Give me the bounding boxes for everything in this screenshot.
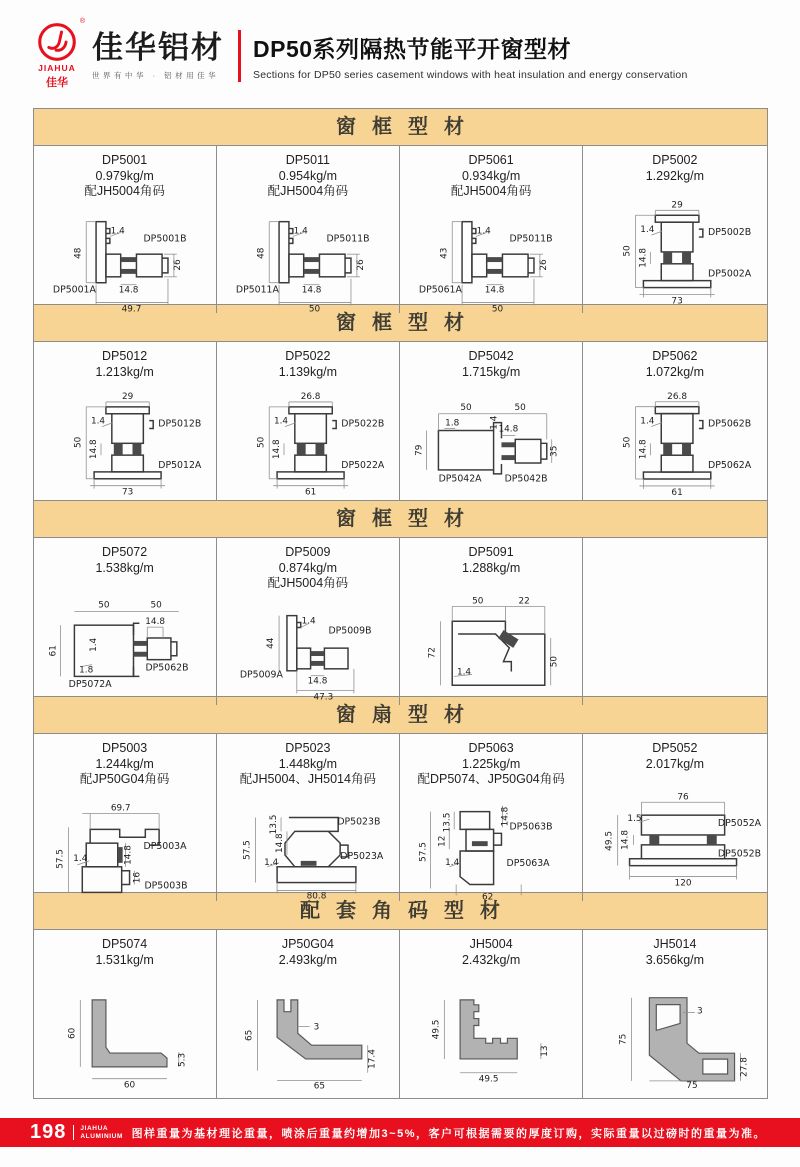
profile-drawing [401, 380, 581, 499]
svg-text:DP5002A: DP5002A [708, 268, 752, 280]
svg-text:57.5: 57.5 [418, 842, 429, 862]
svg-text:DP5001A: DP5001A [52, 284, 96, 296]
svg-text:57.5: 57.5 [55, 848, 66, 869]
svg-text:69.7: 69.7 [110, 803, 131, 814]
svg-text:DP5052A: DP5052A [718, 818, 762, 830]
svg-text:50: 50 [549, 656, 560, 668]
svg-text:DP5022A: DP5022A [341, 460, 385, 472]
profile-section-1 [34, 109, 767, 313]
svg-text:DP5011B: DP5011B [326, 233, 370, 245]
profile-cell-dp5091 [400, 538, 583, 705]
profile-code: DP5022 [285, 349, 331, 363]
svg-text:50: 50 [460, 403, 472, 414]
profile-cell-dp5002 [583, 146, 766, 313]
svg-text:DP5062B: DP5062B [708, 418, 752, 430]
svg-text:47.3: 47.3 [313, 692, 334, 703]
profile-drawing [35, 200, 215, 312]
svg-text:35: 35 [549, 445, 560, 458]
profile-drawing [218, 592, 398, 704]
svg-text:75: 75 [686, 1081, 698, 1092]
svg-text:50: 50 [622, 245, 633, 257]
profile-cell-dp5001 [34, 146, 217, 313]
svg-text:26.8: 26.8 [667, 392, 688, 403]
svg-text:DP5009A: DP5009A [239, 669, 283, 681]
svg-text:14.8: 14.8 [274, 833, 285, 853]
svg-text:DP5052B: DP5052B [718, 849, 762, 861]
svg-text:48: 48 [72, 247, 83, 259]
svg-text:50: 50 [472, 596, 484, 607]
profile-code: DP5061 [468, 153, 514, 167]
profile-code: JH5014 [653, 937, 697, 951]
svg-text:22: 22 [518, 596, 530, 607]
logo-name-cn: 佳华 [46, 77, 68, 89]
profile-code: DP5062 [652, 349, 698, 363]
brand-logo [28, 18, 86, 90]
svg-text:DP5062A: DP5062A [708, 460, 752, 472]
footer-brand-line2: ALUMINIUM [80, 1132, 123, 1140]
svg-text:120: 120 [674, 878, 692, 889]
jiahua-logo-icon [37, 18, 85, 62]
svg-text:DP5003A: DP5003A [143, 840, 187, 852]
svg-text:1.5: 1.5 [627, 814, 642, 825]
profile-weight: 3.656kg/m [645, 952, 705, 967]
profile-table [33, 108, 768, 1099]
profile-code: DP5012 [102, 349, 148, 363]
profile-section-5 [34, 892, 767, 1098]
page-number: 198 [30, 1121, 67, 1143]
profile-drawing [401, 788, 581, 900]
profile-cell-jh5004 [400, 930, 583, 1098]
profile-weight: 1.288kg/m [461, 560, 521, 575]
svg-text:62: 62 [482, 892, 494, 901]
profile-drawing [35, 968, 215, 1097]
svg-text:14.8: 14.8 [271, 439, 282, 460]
profile-weight: 1.538kg/m [95, 560, 154, 575]
profile-drawing [218, 200, 398, 312]
profile-cell-dp5052 [583, 734, 766, 901]
svg-text:DP5011B: DP5011B [509, 233, 553, 245]
profile-drawing [401, 576, 581, 704]
svg-text:50: 50 [622, 436, 633, 449]
profile-corner-note: 配JP50G04角码 [79, 772, 170, 787]
svg-text:80.8: 80.8 [306, 891, 327, 901]
svg-text:61: 61 [671, 488, 684, 499]
profile-code: DP5023 [285, 741, 331, 755]
profile-weight: 1.715kg/m [461, 364, 521, 379]
profile-weight: 1.213kg/m [95, 364, 154, 379]
svg-text:3: 3 [697, 1006, 703, 1017]
profile-weight: 2.017kg/m [645, 756, 705, 771]
svg-text:DP5072A: DP5072A [68, 679, 112, 691]
svg-text:49.5: 49.5 [604, 831, 615, 852]
svg-text:5.3: 5.3 [177, 1053, 188, 1068]
svg-text:DP5062B: DP5062B [144, 662, 189, 674]
svg-text:14.8: 14.8 [500, 806, 511, 827]
svg-text:1.4: 1.4 [72, 853, 87, 864]
svg-text:DP5063B: DP5063B [509, 821, 553, 833]
svg-text:14.8: 14.8 [498, 424, 519, 435]
svg-text:29: 29 [121, 392, 133, 403]
svg-text:DP5022B: DP5022B [341, 418, 385, 430]
profile-cell-dp5063 [400, 734, 583, 901]
profile-weight: 1.139kg/m [278, 364, 338, 379]
svg-text:1.4: 1.4 [476, 226, 491, 237]
profile-code: DP5091 [468, 545, 514, 559]
profile-corner-note: 配JH5004角码 [267, 576, 349, 591]
profile-cell-dp5022 [217, 342, 400, 500]
svg-text:14.8: 14.8 [638, 248, 649, 269]
profile-cell-dp5023 [217, 734, 400, 901]
profile-code: JP50G04 [281, 937, 334, 951]
svg-text:DP5063A: DP5063A [506, 857, 550, 869]
svg-text:75: 75 [618, 1033, 629, 1046]
footer-note: 图样重量为基材理论重量，喷涂后重量约增加3~5%，客户可根据需要的厚度订购，实际重量以过磅时的重量为准。 [131, 1127, 766, 1140]
brand-tagline: 世界有中华 · 铝材用佳华 [92, 71, 220, 81]
profile-cell-dp5003 [34, 734, 217, 901]
profile-corner-note: 配DP5074、JP50G04角码 [417, 772, 565, 787]
svg-text:43: 43 [439, 247, 450, 259]
svg-text:79: 79 [414, 444, 425, 457]
profile-code: JH5004 [469, 937, 513, 951]
svg-text:14.8: 14.8 [118, 285, 138, 296]
svg-text:3: 3 [313, 1022, 320, 1033]
svg-text:49.7: 49.7 [121, 304, 141, 313]
profile-weight: 1.072kg/m [645, 364, 705, 379]
profile-cell-dp5072 [34, 538, 217, 705]
svg-text:DP5003B: DP5003B [143, 880, 188, 892]
profile-cell-dp5042 [400, 342, 583, 500]
svg-text:DP5061A: DP5061A [418, 284, 462, 296]
svg-text:1.4: 1.4 [90, 416, 105, 427]
profile-cell-dp5062 [583, 342, 766, 500]
svg-text:26.8: 26.8 [300, 392, 321, 403]
profile-code: DP5072 [102, 545, 148, 559]
profile-weight: 2.432kg/m [461, 952, 521, 967]
svg-text:1.4: 1.4 [640, 416, 655, 427]
profile-section-3 [34, 500, 767, 703]
svg-text:26: 26 [355, 259, 366, 271]
svg-text:1.4: 1.4 [445, 857, 460, 868]
profile-code: DP5063 [468, 741, 514, 755]
profile-drawing [401, 968, 581, 1097]
profile-code: DP5002 [652, 153, 698, 167]
svg-text:50: 50 [308, 304, 320, 313]
profile-weight: 1.448kg/m [278, 756, 338, 771]
profile-code: DP5074 [102, 937, 148, 951]
svg-text:DP5012B: DP5012B [157, 418, 201, 430]
svg-text:50: 50 [256, 436, 267, 449]
svg-text:1.4: 1.4 [263, 857, 278, 868]
profile-code: DP5003 [102, 741, 148, 755]
profile-corner-note: 配JH5004角码 [450, 184, 532, 199]
profile-drawing [584, 968, 765, 1097]
svg-text:27.8: 27.8 [739, 1057, 750, 1078]
svg-text:1.4: 1.4 [489, 415, 500, 430]
page-subtitle: Sections for DP50 series casement windows with heat insulation and energy conservation [253, 69, 688, 81]
profile-drawing [584, 380, 765, 499]
svg-text:1.8: 1.8 [445, 418, 460, 429]
profile-weight: 0.979kg/m [95, 168, 154, 183]
svg-text:65: 65 [313, 1081, 325, 1092]
profile-weight: 1.531kg/m [95, 952, 154, 967]
empty-cell [583, 538, 766, 705]
svg-text:73: 73 [121, 487, 133, 498]
svg-text:26: 26 [172, 259, 183, 271]
svg-text:50: 50 [72, 436, 83, 449]
profile-weight: 1.292kg/m [645, 168, 705, 183]
svg-text:1.4: 1.4 [293, 226, 308, 237]
profile-corner-note: 配JH5004角码 [267, 184, 349, 199]
profile-cell-dp5074 [34, 930, 217, 1098]
profile-drawing [584, 184, 765, 312]
svg-text:1.4: 1.4 [88, 638, 99, 653]
registered-mark: ® [79, 18, 85, 25]
svg-text:76: 76 [677, 792, 689, 803]
profile-section-2 [34, 304, 767, 500]
svg-text:61: 61 [304, 487, 316, 498]
profile-weight: 0.934kg/m [461, 168, 521, 183]
profile-row [34, 342, 767, 500]
svg-text:26: 26 [538, 259, 549, 271]
profile-corner-note: 配JH5004角码 [84, 184, 165, 199]
svg-text:17.4: 17.4 [367, 1049, 378, 1070]
profile-weight: 2.493kg/m [278, 952, 338, 967]
svg-text:49.5: 49.5 [478, 1074, 499, 1085]
profile-drawing [218, 380, 398, 499]
svg-text:50: 50 [514, 403, 526, 414]
profile-section-4 [34, 696, 767, 901]
profile-drawing [218, 968, 398, 1097]
svg-text:50: 50 [97, 600, 110, 611]
profile-cell-dp5011 [217, 146, 400, 313]
page-header [0, 0, 800, 92]
svg-text:1.4: 1.4 [456, 667, 472, 678]
profile-drawing [401, 200, 581, 312]
header-divider [238, 30, 241, 82]
profile-cell-jh5014 [583, 930, 766, 1098]
logo-name-en: JIAHUA [38, 63, 76, 73]
svg-text:60: 60 [123, 1080, 135, 1091]
profile-row [34, 734, 767, 901]
svg-text:14.8: 14.8 [144, 617, 165, 628]
svg-text:60: 60 [66, 1027, 77, 1040]
svg-text:14.8: 14.8 [123, 844, 134, 865]
svg-text:14.8: 14.8 [620, 830, 631, 851]
profile-code: DP5042 [468, 349, 514, 363]
profile-row [34, 538, 767, 703]
svg-text:50: 50 [491, 304, 504, 313]
svg-text:14.8: 14.8 [307, 676, 328, 687]
profile-cell-dp5061 [400, 146, 583, 313]
svg-text:14.8: 14.8 [88, 439, 99, 460]
section-title: 配套角码型材 [34, 892, 767, 930]
profile-code: DP5009 [285, 545, 331, 559]
svg-text:DP5042A: DP5042A [438, 473, 482, 485]
svg-text:13: 13 [539, 1045, 550, 1057]
page-footer [0, 1118, 800, 1147]
profile-cell-dp5009 [217, 538, 400, 705]
svg-text:12: 12 [437, 835, 448, 847]
svg-text:DP5012A: DP5012A [157, 460, 201, 472]
svg-text:72: 72 [427, 647, 438, 659]
profile-code: DP5052 [652, 741, 698, 755]
svg-text:44: 44 [265, 637, 276, 649]
svg-text:DP5001B: DP5001B [142, 233, 187, 245]
section-title: 窗框型材 [34, 109, 767, 146]
svg-text:DP5002B: DP5002B [708, 227, 752, 239]
profile-corner-note: 配JH5004、JH5014角码 [239, 772, 376, 787]
profile-weight: 1.225kg/m [461, 756, 521, 771]
profile-weight: 1.244kg/m [95, 756, 154, 771]
svg-text:DP5042B: DP5042B [504, 473, 548, 485]
page-title: DP50系列隔热节能平开窗型材 [253, 36, 572, 62]
svg-text:13.5: 13.5 [268, 814, 279, 835]
profile-row [34, 146, 767, 313]
svg-text:65: 65 [244, 1029, 255, 1042]
svg-text:50: 50 [150, 600, 162, 611]
brand-name: 佳华铝材 [92, 29, 224, 65]
svg-text:29: 29 [671, 200, 684, 211]
svg-text:DP5011A: DP5011A [235, 284, 279, 296]
svg-text:13.5: 13.5 [442, 812, 453, 833]
svg-text:DP5023B: DP5023B [337, 816, 381, 828]
profile-drawing [35, 788, 215, 900]
profile-cell-jp50g04 [217, 930, 400, 1098]
profile-weight: 0.874kg/m [278, 560, 338, 575]
svg-text:73: 73 [671, 296, 684, 307]
svg-text:1.4: 1.4 [110, 226, 125, 237]
svg-text:1.4: 1.4 [301, 616, 316, 627]
svg-text:14.8: 14.8 [301, 285, 322, 296]
svg-text:14.8: 14.8 [638, 439, 649, 460]
svg-text:1.4: 1.4 [640, 225, 655, 236]
svg-text:48: 48 [256, 247, 267, 259]
profile-drawing [584, 772, 765, 900]
profile-drawing [35, 380, 215, 499]
section-title: 窗扇型材 [34, 696, 767, 734]
svg-text:1.8: 1.8 [78, 665, 93, 676]
profile-cell-dp5012 [34, 342, 217, 500]
svg-text:61: 61 [48, 645, 59, 657]
svg-text:57.5: 57.5 [242, 840, 253, 860]
svg-text:16: 16 [131, 871, 142, 884]
svg-text:DP5023A: DP5023A [340, 850, 384, 862]
footer-brand-line1: JIAHUA [80, 1124, 109, 1132]
svg-text:DP5009B: DP5009B [328, 625, 372, 637]
profile-drawing [218, 788, 398, 900]
profile-code: DP5001 [102, 153, 148, 167]
profile-drawing [35, 576, 215, 704]
profile-weight: 0.954kg/m [278, 168, 338, 183]
section-title: 窗框型材 [34, 304, 767, 342]
svg-text:14.8: 14.8 [484, 285, 505, 296]
svg-text:1.4: 1.4 [273, 416, 288, 427]
svg-text:49.5: 49.5 [431, 1019, 442, 1040]
footer-brand [73, 1125, 123, 1141]
section-title: 窗框型材 [34, 500, 767, 538]
profile-code: DP5011 [285, 153, 330, 167]
profile-row [34, 930, 767, 1098]
